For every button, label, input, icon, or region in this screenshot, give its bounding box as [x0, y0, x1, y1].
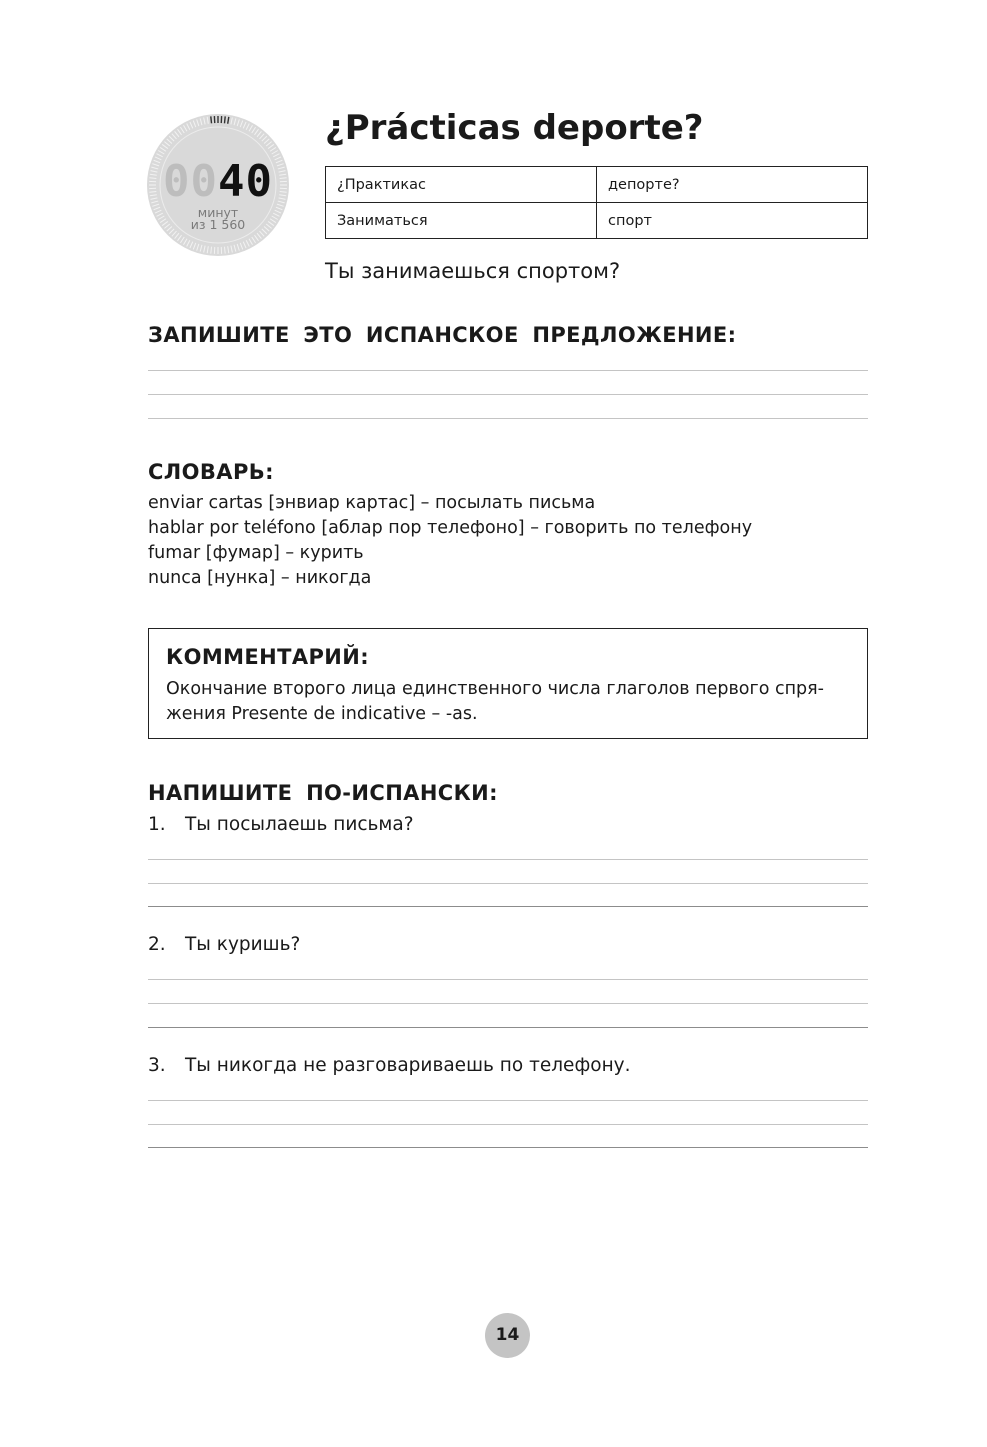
- dial-tick: [184, 125, 188, 131]
- dial-tick: [259, 134, 264, 139]
- dial-tick: [272, 151, 278, 155]
- dial-tick: [252, 237, 256, 243]
- dial-tick: [172, 231, 177, 236]
- dial-tick: [270, 147, 276, 151]
- dictionary-entry: fumar [фумар] – курить: [148, 543, 364, 563]
- page-number: 14: [485, 1313, 530, 1358]
- writing-line[interactable]: [148, 418, 868, 419]
- exercise-text: Ты посылаешь письма?: [185, 814, 414, 835]
- dial-tick: [224, 116, 225, 123]
- dial-tick: [157, 154, 163, 157]
- dial-tick: [243, 242, 246, 248]
- dial-tick: [169, 136, 174, 141]
- dial-tick: [257, 131, 261, 136]
- dial-tick: [231, 118, 232, 125]
- dial-tick: [264, 139, 269, 144]
- table-row: [326, 203, 868, 239]
- timer-label-total: из 1 560: [190, 217, 246, 232]
- writing-line[interactable]: [148, 906, 868, 907]
- dial-tick: [204, 118, 205, 125]
- comment-box: [148, 628, 868, 739]
- dial-tick: [162, 144, 168, 148]
- dial-tick: [237, 244, 239, 251]
- comment-heading: КОММЕНТАРИЙ:: [166, 645, 370, 669]
- exercises-heading: НАПИШИТЕ ПО-ИСПАНСКИ:: [148, 781, 498, 805]
- dial-tick: [266, 142, 271, 146]
- table-cell: спорт: [597, 203, 868, 239]
- table-cell: депорте?: [597, 167, 868, 203]
- timer-digits-dim: 00: [163, 156, 218, 207]
- exercise-item: [148, 932, 300, 958]
- exercise-number: 1.: [148, 814, 166, 835]
- writing-line[interactable]: [148, 1124, 868, 1125]
- dial-tick: [187, 124, 190, 130]
- dial-tick: [211, 116, 212, 123]
- dial-tick: [254, 235, 258, 241]
- writing-line[interactable]: [148, 1027, 868, 1028]
- dial-tick: [177, 235, 181, 241]
- table-cell: Заниматься: [326, 203, 597, 239]
- dictionary-entry: enviar cartas [энвиар картас] – посылать письма: [148, 493, 596, 513]
- dial-tick: [224, 247, 225, 254]
- dictionary-list: [148, 491, 752, 591]
- dial-tick: [193, 121, 196, 128]
- write-heading: ЗАПИШИТЕ ЭТО ИСПАНСКОЕ ПРЕДЛОЖЕНИЕ:: [148, 323, 737, 347]
- dial-tick: [180, 237, 184, 243]
- dial-tick: [211, 247, 212, 254]
- dial-tick: [249, 239, 253, 245]
- dial-tick: [197, 244, 199, 251]
- dial-tick: [193, 243, 196, 250]
- dial-tick: [259, 231, 264, 236]
- dial-tick: [200, 245, 202, 252]
- dial-tick: [190, 122, 193, 128]
- dial-tick: [158, 151, 164, 155]
- dial-tick: [177, 129, 181, 135]
- dial-tick: [172, 134, 177, 139]
- dial-tick: [234, 118, 236, 125]
- exercise-item: [148, 812, 414, 838]
- timer-digits-on: 40: [218, 156, 273, 207]
- comment-text: Окончание второго лица единственного числа глаголов первого спря-жения Presente de indicative – -as.: [166, 679, 824, 724]
- exercise-text: Ты никогда не разговариваешь по телефону.: [185, 1055, 631, 1076]
- dial-tick: [268, 144, 274, 148]
- dictionary-heading: СЛОВАРЬ:: [148, 460, 274, 484]
- dial-tick: [204, 246, 205, 253]
- dial-tick: [240, 121, 243, 128]
- dial-tick: [164, 142, 169, 146]
- dial-tick: [249, 125, 253, 131]
- timer-badge: [147, 114, 289, 256]
- dial-tick: [231, 246, 232, 253]
- writing-line[interactable]: [148, 1003, 868, 1004]
- timer-label: [147, 207, 289, 231]
- dial-tick: [246, 124, 249, 130]
- writing-line[interactable]: [148, 1100, 868, 1101]
- dial-tick: [180, 127, 184, 133]
- exercise-number: 2.: [148, 934, 166, 955]
- dial-tick: [246, 240, 249, 246]
- dial-tick: [234, 245, 236, 252]
- dial-tick: [243, 122, 246, 128]
- dial-tick: [237, 119, 239, 126]
- writing-line[interactable]: [148, 394, 868, 395]
- dial-tick: [240, 243, 243, 250]
- table-cell: ¿Практикас: [326, 167, 597, 203]
- dial-tick: [175, 233, 179, 238]
- dial-tick: [160, 147, 166, 151]
- exercise-item: [148, 1053, 631, 1079]
- dial-tick: [262, 136, 267, 141]
- dial-tick: [207, 117, 208, 124]
- writing-line[interactable]: [148, 979, 868, 980]
- dial-tick: [200, 118, 202, 125]
- dial-tick: [228, 246, 229, 253]
- exercise-text: Ты куришь?: [185, 934, 301, 955]
- word-table: [325, 166, 868, 239]
- dial-tick: [187, 240, 190, 246]
- dial-tick: [207, 246, 208, 253]
- dictionary-entry: hablar por teléfono [аблар пор телефоно] – говорить по телефону: [148, 518, 753, 538]
- dial-tick: [175, 131, 179, 136]
- writing-line[interactable]: [148, 370, 868, 371]
- dial-tick: [190, 242, 193, 248]
- page-title: ¿Prácticas deporte?: [325, 108, 704, 148]
- timer-label-unit: минут: [197, 205, 239, 220]
- exercise-number: 3.: [148, 1055, 166, 1076]
- dictionary-entry: nunca [нунка] – никогда: [148, 568, 372, 588]
- dial-tick: [254, 129, 258, 135]
- dial-tick: [184, 239, 188, 245]
- table-row: [326, 167, 868, 203]
- writing-line[interactable]: [148, 883, 868, 884]
- dial-tick: [228, 117, 229, 124]
- writing-line[interactable]: [148, 859, 868, 860]
- writing-line[interactable]: [148, 1147, 868, 1148]
- dial-tick: [252, 127, 256, 133]
- dial-tick: [167, 139, 172, 144]
- dial-tick: [257, 233, 261, 238]
- dial-tick: [197, 119, 199, 126]
- timer-digits: [147, 158, 289, 206]
- translation: Ты занимаешься спортом?: [325, 259, 621, 283]
- dial-tick: [273, 154, 279, 157]
